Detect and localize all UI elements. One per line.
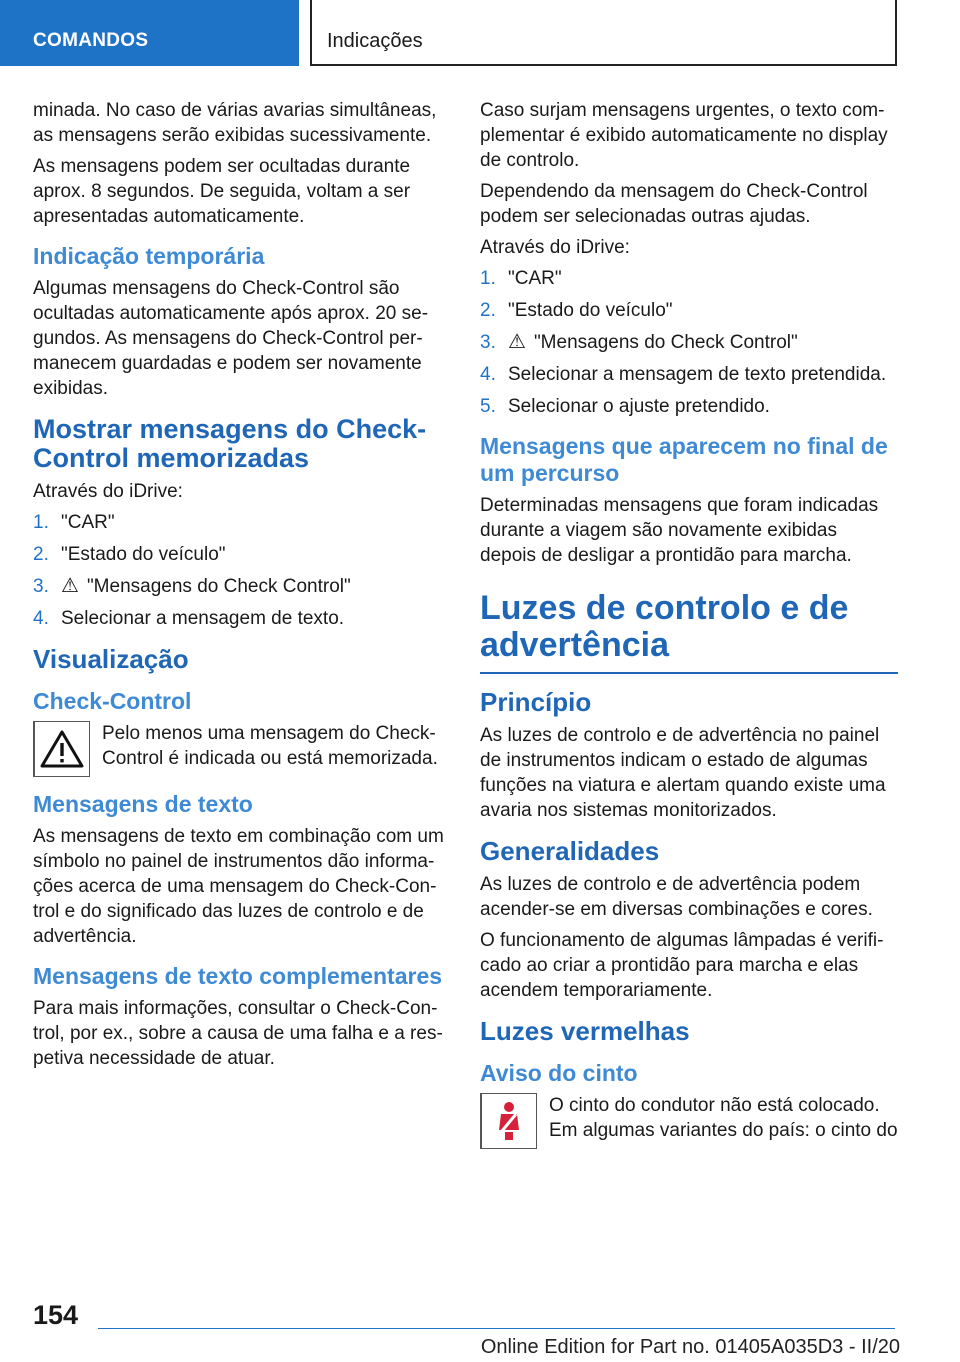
paragraph: Pelo menos uma mensagem do Check-Control é indicada ou está memorizada. bbox=[102, 723, 438, 769]
list-number: 3. bbox=[480, 332, 496, 353]
steps-list bbox=[480, 266, 898, 419]
list-number: 4. bbox=[33, 608, 49, 629]
footer-divider bbox=[98, 1328, 895, 1329]
heading-temporary-indication: Indicação temporária bbox=[33, 243, 265, 269]
paragraph: As mensagens podem ser ocultadas durante aprox. 8 segundos. De seguida, voltam a ser apresentadas automaticamente. bbox=[33, 156, 411, 227]
heading-general: Generalidades bbox=[480, 836, 660, 866]
paragraph: As luzes de controlo e de advertência no painel de instrumentos indicam o estado de algumas funções na viatura e alertam quando existe uma avaria nos sistemas monitorizados. bbox=[480, 725, 886, 821]
tab-indicacoes-label: Indicações bbox=[327, 30, 423, 52]
heading-check-control: Check-Control bbox=[33, 688, 192, 714]
list-number: 2. bbox=[33, 544, 49, 565]
paragraph: O cinto do condutor não está colocado. Em algumas variantes do país: o cinto do bbox=[549, 1095, 898, 1141]
list-number: 1. bbox=[480, 268, 496, 289]
list-number: 1. bbox=[33, 512, 49, 533]
list-text: "Estado do veículo" bbox=[508, 300, 673, 321]
paragraph: Através do iDrive: bbox=[33, 481, 183, 502]
warning-triangle-icon: ⚠ bbox=[61, 575, 79, 597]
list-text: "Mensagens do Check Control" bbox=[86, 576, 351, 597]
steps-list bbox=[33, 510, 451, 631]
paragraph: O funcionamento de algumas lâmpadas é verificado ao criar a prontidão para marcha e elas acendem temporariamente. bbox=[480, 930, 884, 1001]
paragraph: Através do iDrive: bbox=[480, 237, 630, 258]
left-column bbox=[33, 98, 451, 1077]
list-number: 2. bbox=[480, 300, 496, 321]
heading-indicator-lights: Luzes de controlo e de advertência bbox=[480, 589, 849, 664]
seatbelt-warning-icon bbox=[480, 1093, 537, 1149]
list-item bbox=[480, 266, 898, 291]
footer-edition: Online Edition for Part no. 01405A035D3 - II/20 bbox=[480, 1336, 900, 1358]
page-number: 154 bbox=[33, 1300, 79, 1330]
list-text: "Mensagens do Check Control" bbox=[533, 332, 798, 353]
heading-end-of-trip-messages: Mensagens que aparecem no final de um percurso bbox=[480, 433, 888, 486]
check-control-row bbox=[33, 721, 451, 777]
list-item bbox=[33, 542, 451, 567]
heading-divider bbox=[480, 672, 898, 674]
list-text: "Estado do veículo" bbox=[61, 544, 226, 565]
list-item bbox=[33, 606, 451, 631]
paragraph: As luzes de controlo e de advertência podem acender-se em diversas combinações e cores. bbox=[480, 874, 873, 920]
list-item bbox=[480, 298, 898, 323]
heading-text-messages: Mensagens de texto bbox=[33, 791, 253, 817]
seatbelt-row bbox=[480, 1093, 898, 1149]
list-item bbox=[480, 330, 898, 355]
paragraph: Determinadas mensagens que foram indicadas durante a viagem são novamente exibidas depois de desligar a prontidão para marcha. bbox=[480, 495, 879, 566]
warning-triangle-icon bbox=[33, 721, 90, 777]
list-text: "CAR" bbox=[61, 512, 115, 533]
list-text: Selecionar a mensagem de texto pretendida. bbox=[508, 364, 887, 385]
paragraph: Dependendo da mensagem do Check-Control podem ser selecionadas outras ajudas. bbox=[480, 181, 868, 227]
heading-seatbelt-warning: Aviso do cinto bbox=[480, 1060, 638, 1086]
list-text: Selecionar o ajuste pretendido. bbox=[508, 396, 770, 417]
list-item bbox=[33, 510, 451, 535]
list-item bbox=[33, 574, 451, 599]
heading-show-messages: Mostrar mensagens do Check-Control memorizadas bbox=[33, 414, 427, 473]
paragraph: minada. No caso de várias avarias simultâneas, as mensagens serão exibidas sucessivamente. bbox=[33, 100, 437, 146]
right-column bbox=[480, 98, 898, 1149]
heading-red-lights: Luzes vermelhas bbox=[480, 1016, 690, 1046]
list-number: 3. bbox=[33, 576, 49, 597]
heading-complementary-messages: Mensagens de texto complementares bbox=[33, 963, 443, 989]
list-number: 4. bbox=[480, 364, 496, 385]
paragraph: Algumas mensagens do Check-Control são ocultadas automaticamente após aprox. 20 segundos. As mensagens do Check-Control permanecem guardadas e podem ser novamente exibidas. bbox=[33, 278, 429, 399]
list-item bbox=[480, 394, 898, 419]
tab-comandos[interactable] bbox=[0, 0, 299, 66]
tab-indicacoes[interactable] bbox=[310, 0, 897, 66]
warning-triangle-icon: ⚠ bbox=[508, 331, 526, 353]
paragraph: Para mais informações, consultar o Check-Control, por ex., sobre a causa de uma falha e a respetiva necessidade de atuar. bbox=[33, 998, 443, 1069]
heading-visualization: Visualização bbox=[33, 644, 189, 674]
list-text: "CAR" bbox=[508, 268, 562, 289]
list-item bbox=[480, 362, 898, 387]
paragraph: As mensagens de texto em combinação com um símbolo no painel de instrumentos dão informações acerca de uma mensagem do Check-Control e do significado das luzes de controlo e de advertência. bbox=[33, 826, 444, 947]
tab-comandos-label: COMANDOS bbox=[33, 30, 149, 51]
list-number: 5. bbox=[480, 396, 496, 417]
list-text: Selecionar a mensagem de texto. bbox=[61, 608, 345, 629]
heading-principle: Princípio bbox=[480, 687, 592, 717]
paragraph: Caso surjam mensagens urgentes, o texto complementar é exibido automaticamente no display de controlo. bbox=[480, 100, 888, 171]
